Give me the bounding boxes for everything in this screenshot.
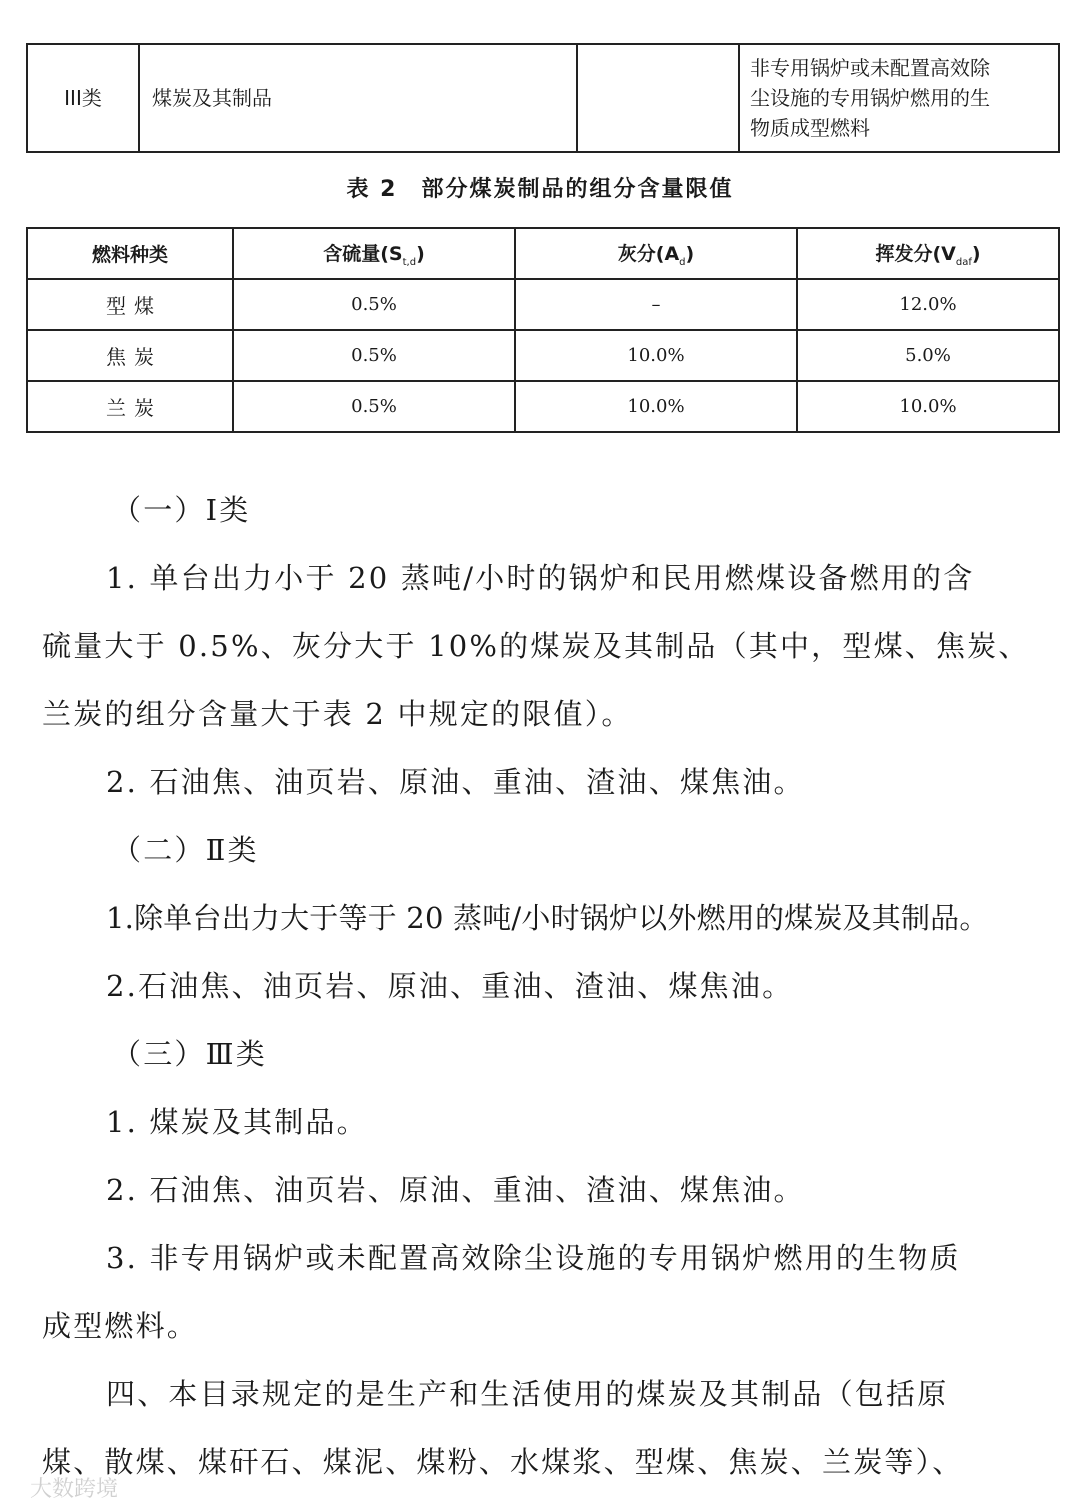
paragraph-line: 3. 非专用锅炉或未配置高效除尘设施的专用锅炉燃用的生物质 [106, 1241, 961, 1275]
paragraph-line: 2. 石油焦、油页岩、原油、重油、渣油、煤焦油。 [106, 1173, 805, 1207]
sulfur-cell: 0.5% [233, 279, 515, 330]
paragraph-line: 1. 单台出力小于 20 蒸吨/小时的锅炉和民用燃煤设备燃用的含 [106, 561, 975, 595]
fuel-cell: 兰炭 [27, 381, 233, 432]
paragraph-line: 兰炭的组分含量大于表 2 中规定的限值）。 [42, 697, 633, 731]
category-cell: III类 [27, 44, 139, 152]
fuel-cell: 型煤 [27, 279, 233, 330]
table-header-row [27, 228, 1059, 279]
paragraph-line: 2.石油焦、油页岩、原油、重油、渣油、煤焦油。 [106, 969, 794, 1003]
header-volatile: 挥发分$(V_{daf})$ [797, 228, 1059, 279]
header-ash: 灰分$(A_d)$ [515, 228, 797, 279]
item-cell: 煤炭及其制品 [139, 44, 577, 152]
component-limit-table [26, 227, 1060, 433]
note-line: 非专用锅炉或未配置高效除 [750, 56, 990, 80]
sulfur-cell: 0.5% [233, 381, 515, 432]
volatile-cell: 12.0% [797, 279, 1059, 330]
sulfur-cell: 0.5% [233, 330, 515, 381]
paragraph-line: 硫量大于 0.5%、灰分大于 10%的煤炭及其制品（其中，型煤、焦炭、 [42, 629, 1030, 663]
note-line: 物质成型燃料 [750, 116, 870, 140]
ash-cell: 10.0% [515, 381, 797, 432]
table-caption: 表 2 部分煤炭制品的组分含量限值 [346, 177, 734, 202]
note-line: 尘设施的专用锅炉燃用的生 [750, 86, 990, 110]
paragraph-line: 2. 石油焦、油页岩、原油、重油、渣油、煤焦油。 [106, 765, 805, 799]
paragraph-line: 1.除单台出力大于等于 20 蒸吨/小时锅炉以外燃用的煤炭及其制品。 [106, 901, 989, 935]
paragraph-line: 成型燃料。 [42, 1309, 199, 1343]
document-body [0, 476, 1080, 1496]
section-heading-3: （三）Ⅲ类 [112, 1037, 267, 1071]
section-heading-2: （二）Ⅱ类 [112, 833, 259, 867]
paragraph-line: 1. 煤炭及其制品。 [106, 1105, 368, 1139]
ash-cell: 10.0% [515, 330, 797, 381]
ash-cell: – [515, 279, 797, 330]
category-table-fragment [26, 43, 1060, 153]
note-cell [739, 44, 1059, 152]
header-sulfur: 含硫量$(S_{t,d})$ [233, 228, 515, 279]
paragraph-line: 四、本目录规定的是生产和生活使用的煤炭及其制品（包括原 [106, 1377, 949, 1411]
section-heading-1: （一）Ⅰ类 [112, 493, 251, 527]
header-fuel: 燃料种类 [27, 228, 233, 279]
table-row [27, 330, 1059, 381]
table-row [27, 44, 1059, 152]
volatile-cell: 5.0% [797, 330, 1059, 381]
table-row [27, 279, 1059, 330]
table-row [27, 381, 1059, 432]
volatile-cell: 10.0% [797, 381, 1059, 432]
fuel-cell: 焦炭 [27, 330, 233, 381]
paragraph-line: 煤、散煤、煤矸石、煤泥、煤粉、水煤浆、型煤、焦炭、兰炭等）、 [42, 1445, 964, 1479]
empty-cell [577, 44, 739, 152]
watermark: 大数跨境 [30, 1477, 119, 1502]
